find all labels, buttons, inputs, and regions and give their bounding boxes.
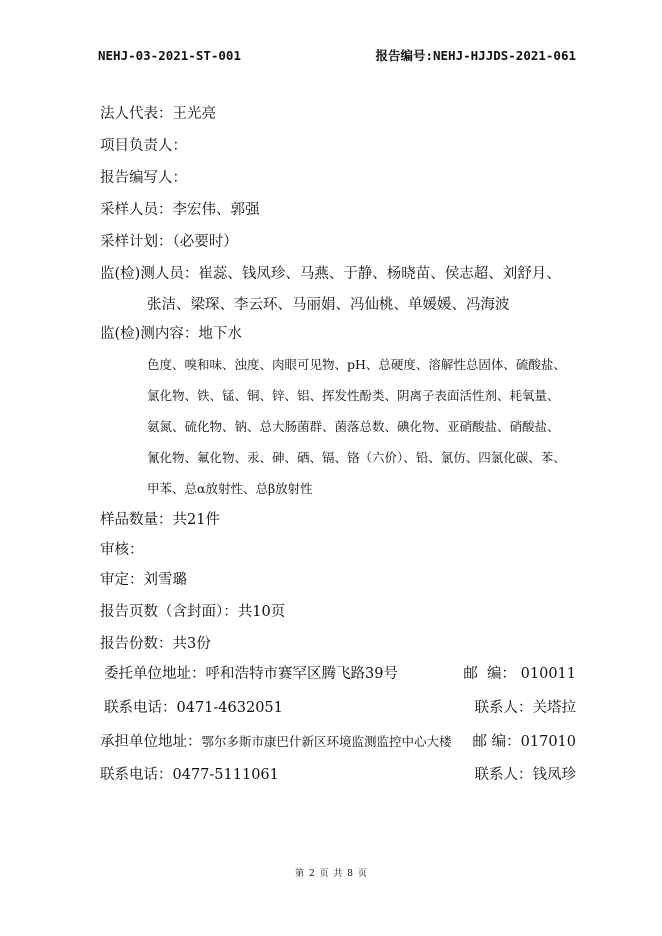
approver: 审定：刘雪璐 [100, 572, 187, 588]
samplers: 采样人员：李宏伟、郭强 [100, 202, 260, 218]
client-contact: 联系人：关塔拉 [474, 700, 576, 716]
testers-cont: 张洁、梁琛、李云环、马丽娟、冯仙桃、单媛媛、冯海波 [147, 297, 510, 313]
page-count: 报告页数（含封面）：共10页 [100, 604, 286, 620]
test-items: 氨氮、硫化物、钠、总大肠菌群、菌落总数、碘化物、亚硝酸盐、硝酸盐、 [147, 419, 560, 434]
testers: 监(检)测人员：崔蕊、钱凤珍、马燕、于静、杨晓苗、侯志超、刘舒月、 [100, 266, 561, 282]
legal-rep: 法人代表：王光亮 [100, 106, 216, 122]
test-items: 甲苯、总α放射性、总β放射性 [147, 481, 313, 496]
project-lead: 项目负责人： [100, 138, 187, 154]
sampling-plan: 采样计划：（必要时） [100, 234, 238, 250]
contractor-contact: 联系人：钱凤珍 [474, 767, 576, 783]
report-writer: 报告编写人： [100, 170, 187, 186]
contractor-address [100, 732, 452, 752]
test-items: 氰化物、氟化物、汞、砷、硒、镉、铬（六价）、铅、氯仿、四氯化碳、苯、 [147, 450, 566, 465]
contractor-address-value: 鄂尔多斯市康巴什新区环境监测监控中心大楼 [201, 734, 452, 749]
report-number: 报告编号:NEHJ-HJJDS-2021-061 [375, 48, 576, 63]
contractor-phone: 联系电话：0477-5111061 [100, 767, 279, 783]
page-footer: 第 2 页 共 8 页 [295, 869, 367, 879]
client-address: 委托单位地址：呼和浩特市赛罕区腾飞路39号 [104, 666, 398, 682]
reviewer: 审核： [100, 542, 144, 558]
doc-code: NEHJ-03-2021-ST-001 [98, 48, 241, 63]
contractor-postcode: 邮 编：017010 [472, 734, 576, 750]
contractor-address-label: 承担单位地址： [100, 734, 202, 750]
test-items: 色度、嗅和味、浊度、肉眼可见物、pH、总硬度、溶解性总固体、硫酸盐、 [147, 357, 566, 372]
copy-count: 报告份数：共3份 [100, 636, 211, 652]
sample-count: 样品数量：共21件 [100, 512, 220, 528]
test-content: 监(检)测内容：地下水 [100, 326, 242, 342]
test-items: 氯化物、铁、锰、铜、锌、铝、挥发性酚类、阴离子表面活性剂、耗氧量、 [147, 388, 560, 403]
client-phone: 联系电话：0471-4632051 [104, 700, 283, 716]
client-postcode: 邮 编： 010011 [463, 666, 576, 682]
